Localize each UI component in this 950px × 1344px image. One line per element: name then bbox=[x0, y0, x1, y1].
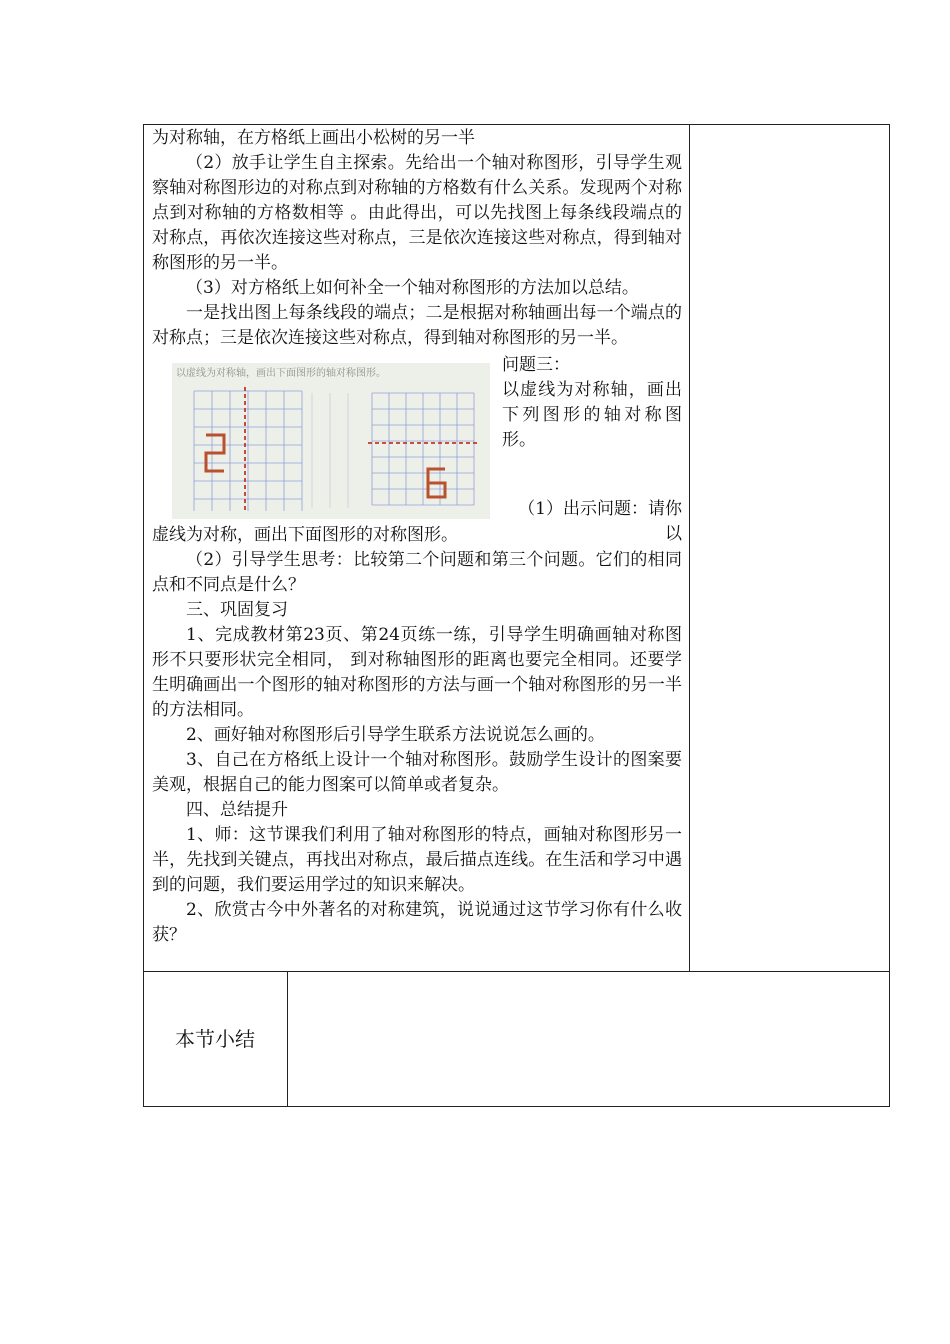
paragraph: 一是找出图上每条线段的端点；二是根据对称轴画出每一个端点的对称点；三是依次连接这些对称点，得到轴对称图形的另一半。 bbox=[152, 303, 682, 348]
table-column-divider-bottom bbox=[287, 971, 288, 1107]
paragraph: （3）对方格纸上如何补全一个轴对称图形的方法加以总结。 bbox=[186, 278, 639, 298]
table-row-divider bbox=[143, 971, 890, 972]
table-column-divider-top bbox=[689, 124, 690, 972]
paragraph: （2）放手让学生自主探索。先给出一个轴对称图形，引导学生观察轴对称图形边的对称点到对称轴的方格数有什么关系。发现两个对称点到对称轴的方格数相等 。由此得出，可以先找图上每条线段端点的对称点，再依次连接这些对称点，三是依次连接这些对称点，得到轴对称图形的另一半。 bbox=[152, 153, 682, 273]
paragraph: 2、欣赏古今中外著名的对称建筑，说说通过这节学习你有什么收获？ bbox=[152, 900, 682, 945]
problem-three-step-one: （1）出示问题：请你以 bbox=[518, 499, 682, 544]
table-border-left bbox=[143, 124, 144, 1107]
paragraph: 1、完成教材第23页、第24页练一练，引导学生明确画轴对称图形不只要形状完全相同， 到对称轴图形的距离也要完全相同。还要学生明确画出一个图形的轴对称图形的方法与画一个轴对称图形的另一半的方法相同。 bbox=[152, 625, 682, 720]
summary-label: 本节小结 bbox=[175, 1027, 255, 1051]
section-heading: 三、巩固复习 bbox=[186, 600, 288, 620]
figure-header-text: 以虚线为对称轴，画出下面图形的轴对称图形。 bbox=[176, 368, 386, 379]
paragraph: 为对称轴，在方格纸上画出小松树的另一半 bbox=[152, 128, 475, 148]
problem-three-text bbox=[502, 353, 682, 544]
grid-exercise-image bbox=[172, 363, 490, 519]
paragraph: 1、师：这节课我们利用了轴对称图形的特点，画轴对称图形另一半，先找到关键点，再找出对称点，最后描点连线。在生活和学习中遇到的问题，我们要运用学过的知识来解决。 bbox=[152, 825, 682, 895]
paragraph: 2、画好轴对称图形后引导学生联系方法说说怎么画的。 bbox=[186, 725, 605, 745]
problem-three-title: 问题三： bbox=[502, 355, 570, 375]
grid-exercise-drawing bbox=[172, 363, 490, 519]
paragraph: （2）引导学生思考：比较第二个问题和第三个问题。它们的相同点和不同点是什么？ bbox=[152, 550, 682, 595]
paragraph: 虚线为对称，画出下面图形的对称图形。 bbox=[152, 525, 458, 545]
lesson-content bbox=[152, 126, 682, 948]
table-border-top bbox=[143, 124, 890, 125]
paragraph: 3、自己在方格纸上设计一个轴对称图形。鼓励学生设计的图案要美观，根据自己的能力图案可以简单或者复杂。 bbox=[152, 750, 682, 795]
table-border-right bbox=[889, 124, 890, 1107]
problem-three-body: 以虚线为对称轴，画出下列图形的轴对称图形。 bbox=[502, 380, 682, 450]
table-border-bottom bbox=[143, 1106, 890, 1107]
section-heading: 四、总结提升 bbox=[186, 800, 288, 820]
